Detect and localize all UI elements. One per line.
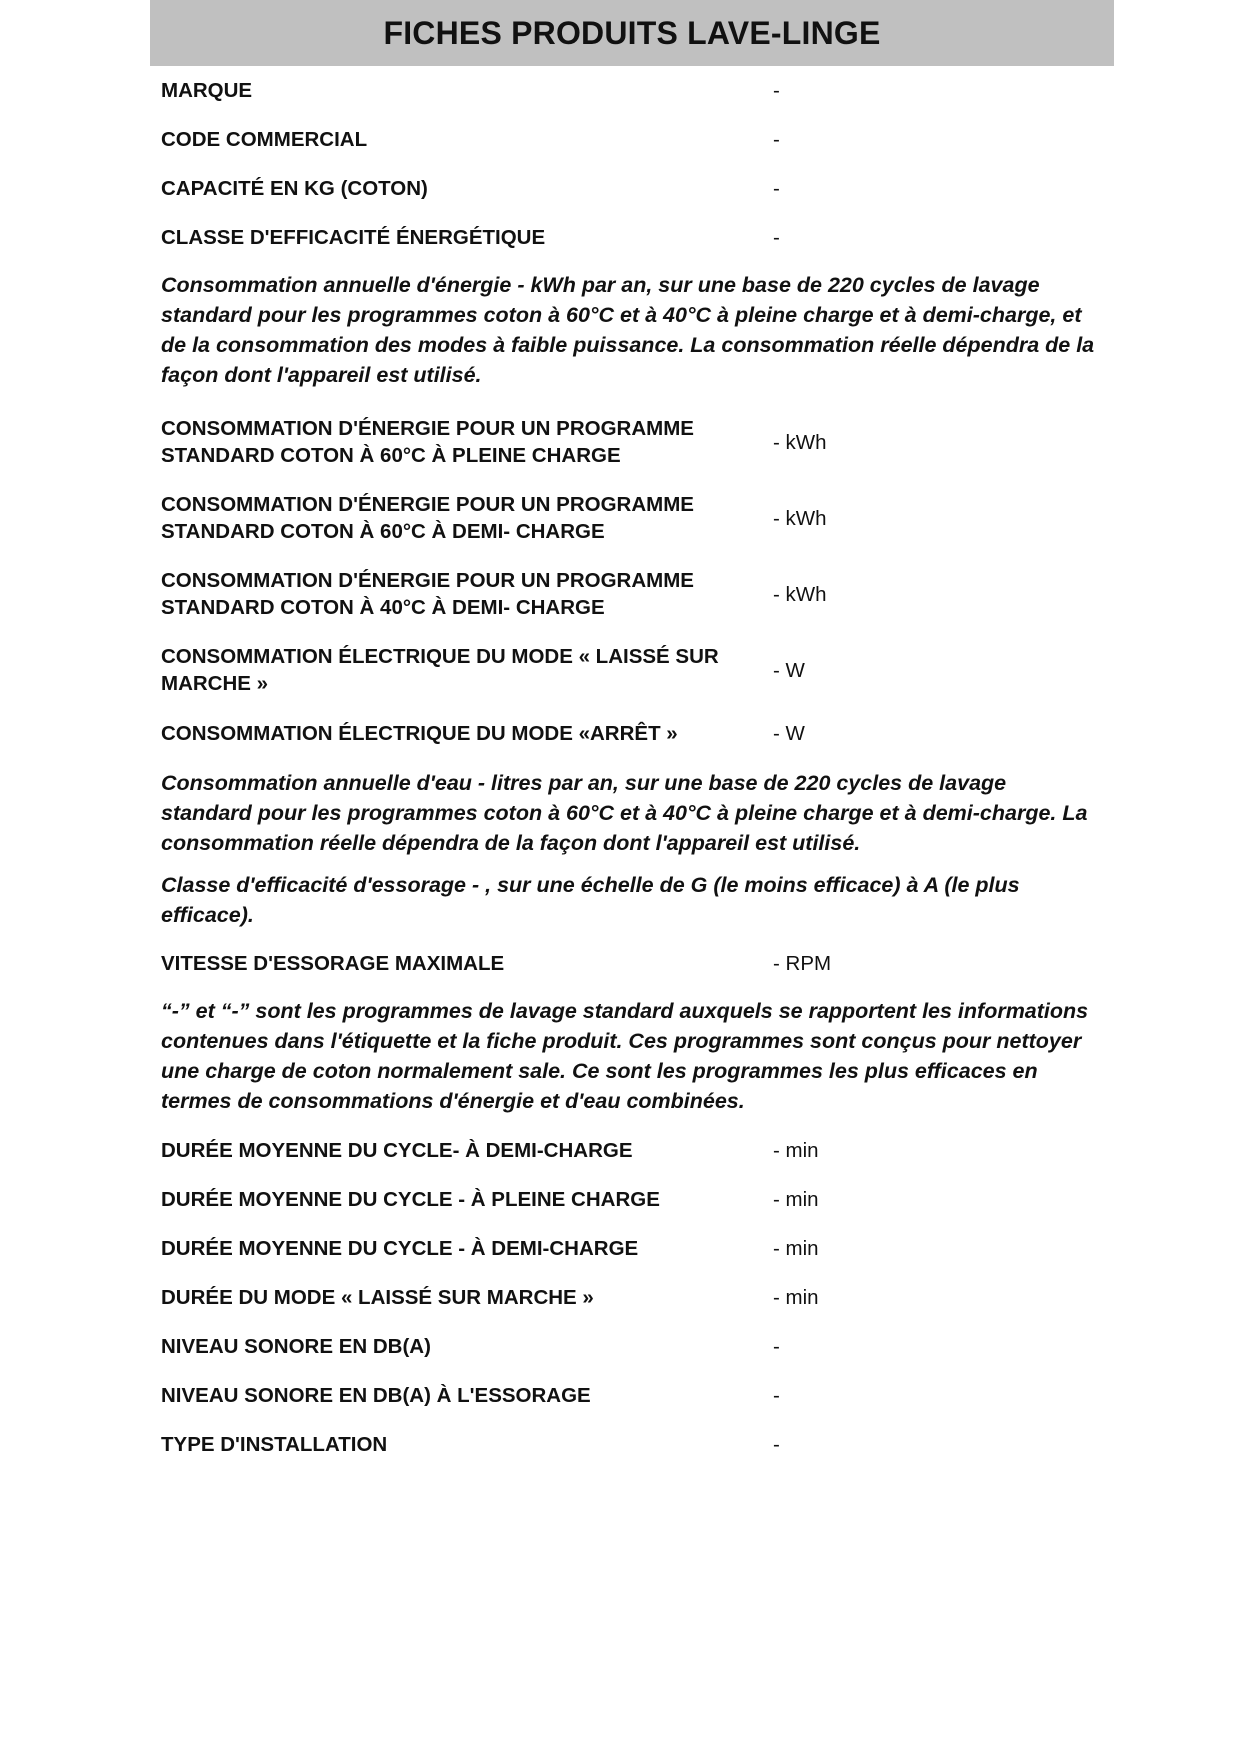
row-value: - min xyxy=(773,1237,819,1260)
row-noise-level-spin xyxy=(161,1371,1100,1420)
row-noise-level xyxy=(161,1322,1100,1371)
row-energy-60-full xyxy=(161,404,1100,480)
row-commercial-code xyxy=(161,115,1100,164)
row-label: NIVEAU SONORE EN DB(A) À L'ESSORAGE xyxy=(161,1384,591,1407)
row-energy-40-half xyxy=(161,556,1100,632)
row-value: - kWh xyxy=(773,506,827,530)
row-left-on-duration xyxy=(161,1273,1100,1322)
row-installation-type xyxy=(161,1420,1100,1469)
row-cycle-duration-half-2 xyxy=(161,1224,1100,1273)
row-value: - xyxy=(773,128,780,151)
row-label: DURÉE DU MODE « LAISSÉ SUR MARCHE » xyxy=(161,1286,594,1309)
row-brand xyxy=(161,66,1100,115)
row-label: CODE COMMERCIAL xyxy=(161,128,368,151)
row-cycle-duration-full xyxy=(161,1175,1100,1224)
row-label: CONSOMMATION ÉLECTRIQUE DU MODE « LAISSÉ SUR MARCHE » xyxy=(161,645,719,695)
row-value: - xyxy=(773,1384,780,1407)
row-value: - xyxy=(773,226,780,249)
row-label: TYPE D'INSTALLATION xyxy=(161,1433,388,1456)
row-label: CONSOMMATION D'ÉNERGIE POUR UN PROGRAMME STANDARD COTON À 40°C À DEMI- CHARGE xyxy=(161,569,694,619)
row-cycle-duration-half-1 xyxy=(161,1126,1100,1175)
row-value: - W xyxy=(773,721,805,745)
row-value: - kWh xyxy=(773,430,827,454)
row-label: CONSOMMATION D'ÉNERGIE POUR UN PROGRAMME STANDARD COTON À 60°C À PLEINE CHARGE xyxy=(161,417,694,467)
standard-programs-paragraph: “-” et “-” sont les programmes de lavage standard auxquels se rapportent les informations contenues dans l'étiquette et la fiche produit. Ces programmes sont conçus pour nettoyer une charge de coton normalement sale. Ce sont les programmes les plus efficaces en termes de consommations d'énergie et d'eau combinées. xyxy=(161,999,1089,1113)
row-label: VITESSE D'ESSORAGE MAXIMALE xyxy=(161,951,505,975)
row-label: DURÉE MOYENNE DU CYCLE - À DEMI-CHARGE xyxy=(161,1237,639,1260)
row-label: DURÉE MOYENNE DU CYCLE- À DEMI-CHARGE xyxy=(161,1139,633,1162)
row-value: - xyxy=(773,79,780,102)
row-energy-60-half xyxy=(161,480,1100,556)
row-left-on-power xyxy=(161,632,1100,708)
row-value: - min xyxy=(773,1188,819,1211)
product-sheet xyxy=(150,0,1114,1469)
row-label: CONSOMMATION D'ÉNERGIE POUR UN PROGRAMME STANDARD COTON À 60°C À DEMI- CHARGE xyxy=(161,493,694,543)
row-value: - W xyxy=(773,658,805,682)
row-value: - min xyxy=(773,1286,819,1309)
sheet-body xyxy=(150,66,1114,1469)
row-value: - kWh xyxy=(773,582,827,606)
row-max-spin-speed xyxy=(161,938,1100,988)
water-consumption-paragraph: Consommation annuelle d'eau - litres par an, sur une base de 220 cycles de lavage standard pour les programmes coton à 60°C et à 40°C à pleine charge et à demi-charge. La consommation réelle dépendra de la façon dont l'appareil est utilisé. xyxy=(161,771,1088,855)
row-energy-class xyxy=(161,213,1100,262)
row-value: - min xyxy=(773,1139,819,1162)
row-label: MARQUE xyxy=(161,79,253,102)
row-value: - xyxy=(773,1335,780,1358)
row-off-power xyxy=(161,708,1100,758)
row-value: - xyxy=(773,1433,780,1456)
page-title: FICHES PRODUITS LAVE-LINGE xyxy=(383,14,881,51)
row-value: - xyxy=(773,177,780,200)
spin-class-paragraph: Classe d'efficacité d'essorage - , sur une échelle de G (le moins efficace) à A (le plus efficace). xyxy=(161,873,1020,927)
row-label: CAPACITÉ EN KG (COTON) xyxy=(161,177,428,200)
row-label: NIVEAU SONORE EN DB(A) xyxy=(161,1335,431,1358)
energy-consumption-paragraph: Consommation annuelle d'énergie - kWh par an, sur une base de 220 cycles de lavage standard pour les programmes coton à 60°C et à 40°C à pleine charge et à demi-charge, et de la consommation des modes à faible puissance. La consommation réelle dépendra de la façon dont l'appareil est utilisé. xyxy=(161,273,1095,387)
row-value: - RPM xyxy=(773,951,832,975)
row-label: DURÉE MOYENNE DU CYCLE - À PLEINE CHARGE xyxy=(161,1188,660,1211)
row-capacity xyxy=(161,164,1100,213)
row-label: CLASSE D'EFFICACITÉ ÉNERGÉTIQUE xyxy=(161,226,546,249)
title-bar xyxy=(150,0,1114,66)
row-label: CONSOMMATION ÉLECTRIQUE DU MODE «ARRÊT » xyxy=(161,721,678,745)
